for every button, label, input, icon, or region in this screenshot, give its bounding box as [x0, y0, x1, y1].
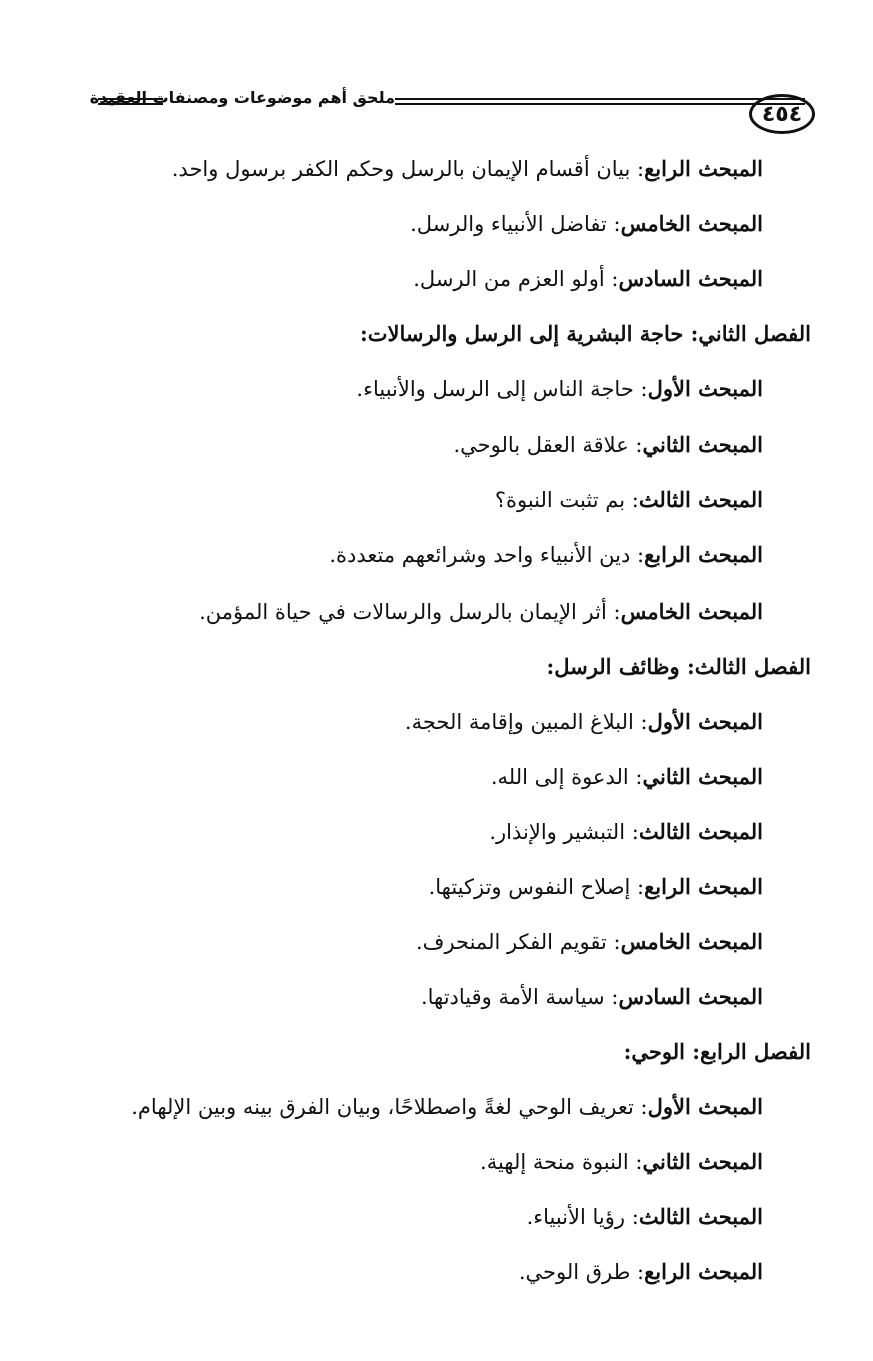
section-entry [491, 762, 763, 792]
section-label: المبحث الأول [647, 1094, 763, 1119]
label-separator: : [628, 433, 643, 457]
section-label: المبحث السادس [618, 266, 763, 291]
section-entry [410, 209, 763, 239]
label-separator: : [625, 820, 639, 844]
label-separator: : [606, 930, 621, 954]
section-title: أولو العزم من الرسل. [413, 267, 605, 291]
section-label: المبحث الثالث [638, 1204, 763, 1229]
section-entry [429, 872, 763, 902]
section-title: البلاغ المبين وإقامة الحجة. [404, 710, 634, 734]
section-entry [489, 817, 763, 847]
section-entry [329, 540, 763, 570]
label-separator: : [630, 157, 645, 181]
section-title: التبشير والإنذار. [489, 820, 626, 844]
chapter-heading [360, 319, 811, 349]
section-label: المبحث السادس [618, 984, 763, 1009]
section-label: المبحث الثاني [642, 432, 763, 457]
chapter-title: الفصل الثالث: وظائف الرسل: [546, 654, 811, 679]
section-entry [480, 1147, 763, 1177]
section-title: الدعوة إلى الله. [490, 765, 629, 789]
label-separator: : [606, 600, 621, 624]
section-label: المبحث الخامس [620, 929, 763, 954]
section-title: النبوة منحة إلهية. [480, 1150, 629, 1174]
label-separator: : [633, 1095, 648, 1119]
section-title: بيان أقسام الإيمان بالرسل وحكم الكفر برسول واحد. [171, 157, 631, 181]
section-entry [495, 485, 763, 515]
header-rule-right [395, 98, 805, 105]
header-rule-left [98, 98, 163, 105]
section-entry [199, 597, 763, 627]
section-title: حاجة الناس إلى الرسل والأنبياء. [356, 377, 634, 401]
label-separator: : [604, 267, 619, 291]
label-separator: : [630, 1260, 645, 1284]
label-separator: : [628, 765, 643, 789]
section-entry [172, 154, 763, 184]
label-separator: : [625, 1205, 639, 1229]
section-entry [453, 430, 763, 460]
section-entry [356, 374, 763, 404]
section-entry [416, 927, 763, 957]
section-label: المبحث الرابع [644, 1259, 763, 1284]
section-title: سياسة الأمة وقيادتها. [420, 985, 605, 1009]
label-separator: : [630, 875, 645, 899]
label-separator: : [633, 710, 648, 734]
section-title: بم تثبت النبوة؟ [494, 488, 626, 512]
chapter-title: الفصل الثاني: حاجة البشرية إلى الرسل والرسالات: [359, 321, 811, 346]
section-label: المبحث الثاني [642, 764, 763, 789]
section-title: تفاضل الأنبياء والرسل. [410, 212, 607, 236]
chapter-heading [546, 652, 811, 682]
section-title: تقويم الفكر المنحرف. [416, 930, 607, 954]
running-title: ملحق أهم موضوعات ومصنفات العقيدة [89, 88, 395, 107]
page-header [0, 0, 873, 140]
section-label: المبحث الثاني [642, 1149, 763, 1174]
section-title: أثر الإيمان بالرسل والرسالات في حياة المؤمن. [199, 600, 607, 624]
section-entry [527, 1202, 763, 1232]
section-title: إصلاح النفوس وتزكيتها. [428, 875, 631, 899]
label-separator: : [630, 543, 645, 567]
section-label: المبحث الرابع [644, 542, 763, 567]
section-label: المبحث الرابع [644, 156, 763, 181]
section-entry [421, 982, 763, 1012]
page-number: ٤٥٤ [749, 94, 815, 134]
label-separator: : [625, 488, 639, 512]
section-label: المبحث الأول [647, 376, 763, 401]
section-label: المبحث الثالث [638, 487, 763, 512]
section-title: تعريف الوحي لغةً واصطلاحًا، وبيان الفرق بينه وبين الإلهام. [131, 1095, 634, 1119]
section-label: المبحث الرابع [644, 874, 763, 899]
section-title: رؤيا الأنبياء. [526, 1205, 626, 1229]
section-label: المبحث الأول [647, 709, 763, 734]
section-label: المبحث الخامس [620, 599, 763, 624]
section-label: المبحث الثالث [638, 819, 763, 844]
section-entry [413, 264, 763, 294]
section-title: طرق الوحي. [518, 1260, 631, 1284]
section-title: علاقة العقل بالوحي. [453, 433, 629, 457]
section-entry [519, 1257, 763, 1287]
chapter-title: الفصل الرابع: الوحي: [623, 1039, 811, 1064]
section-entry [131, 1092, 763, 1122]
section-title: دين الأنبياء واحد وشرائعهم متعددة. [329, 543, 631, 567]
chapter-heading [624, 1037, 811, 1067]
label-separator: : [628, 1150, 643, 1174]
section-label: المبحث الخامس [620, 211, 763, 236]
label-separator: : [606, 212, 621, 236]
label-separator: : [604, 985, 619, 1009]
section-entry [405, 707, 763, 737]
label-separator: : [633, 377, 648, 401]
